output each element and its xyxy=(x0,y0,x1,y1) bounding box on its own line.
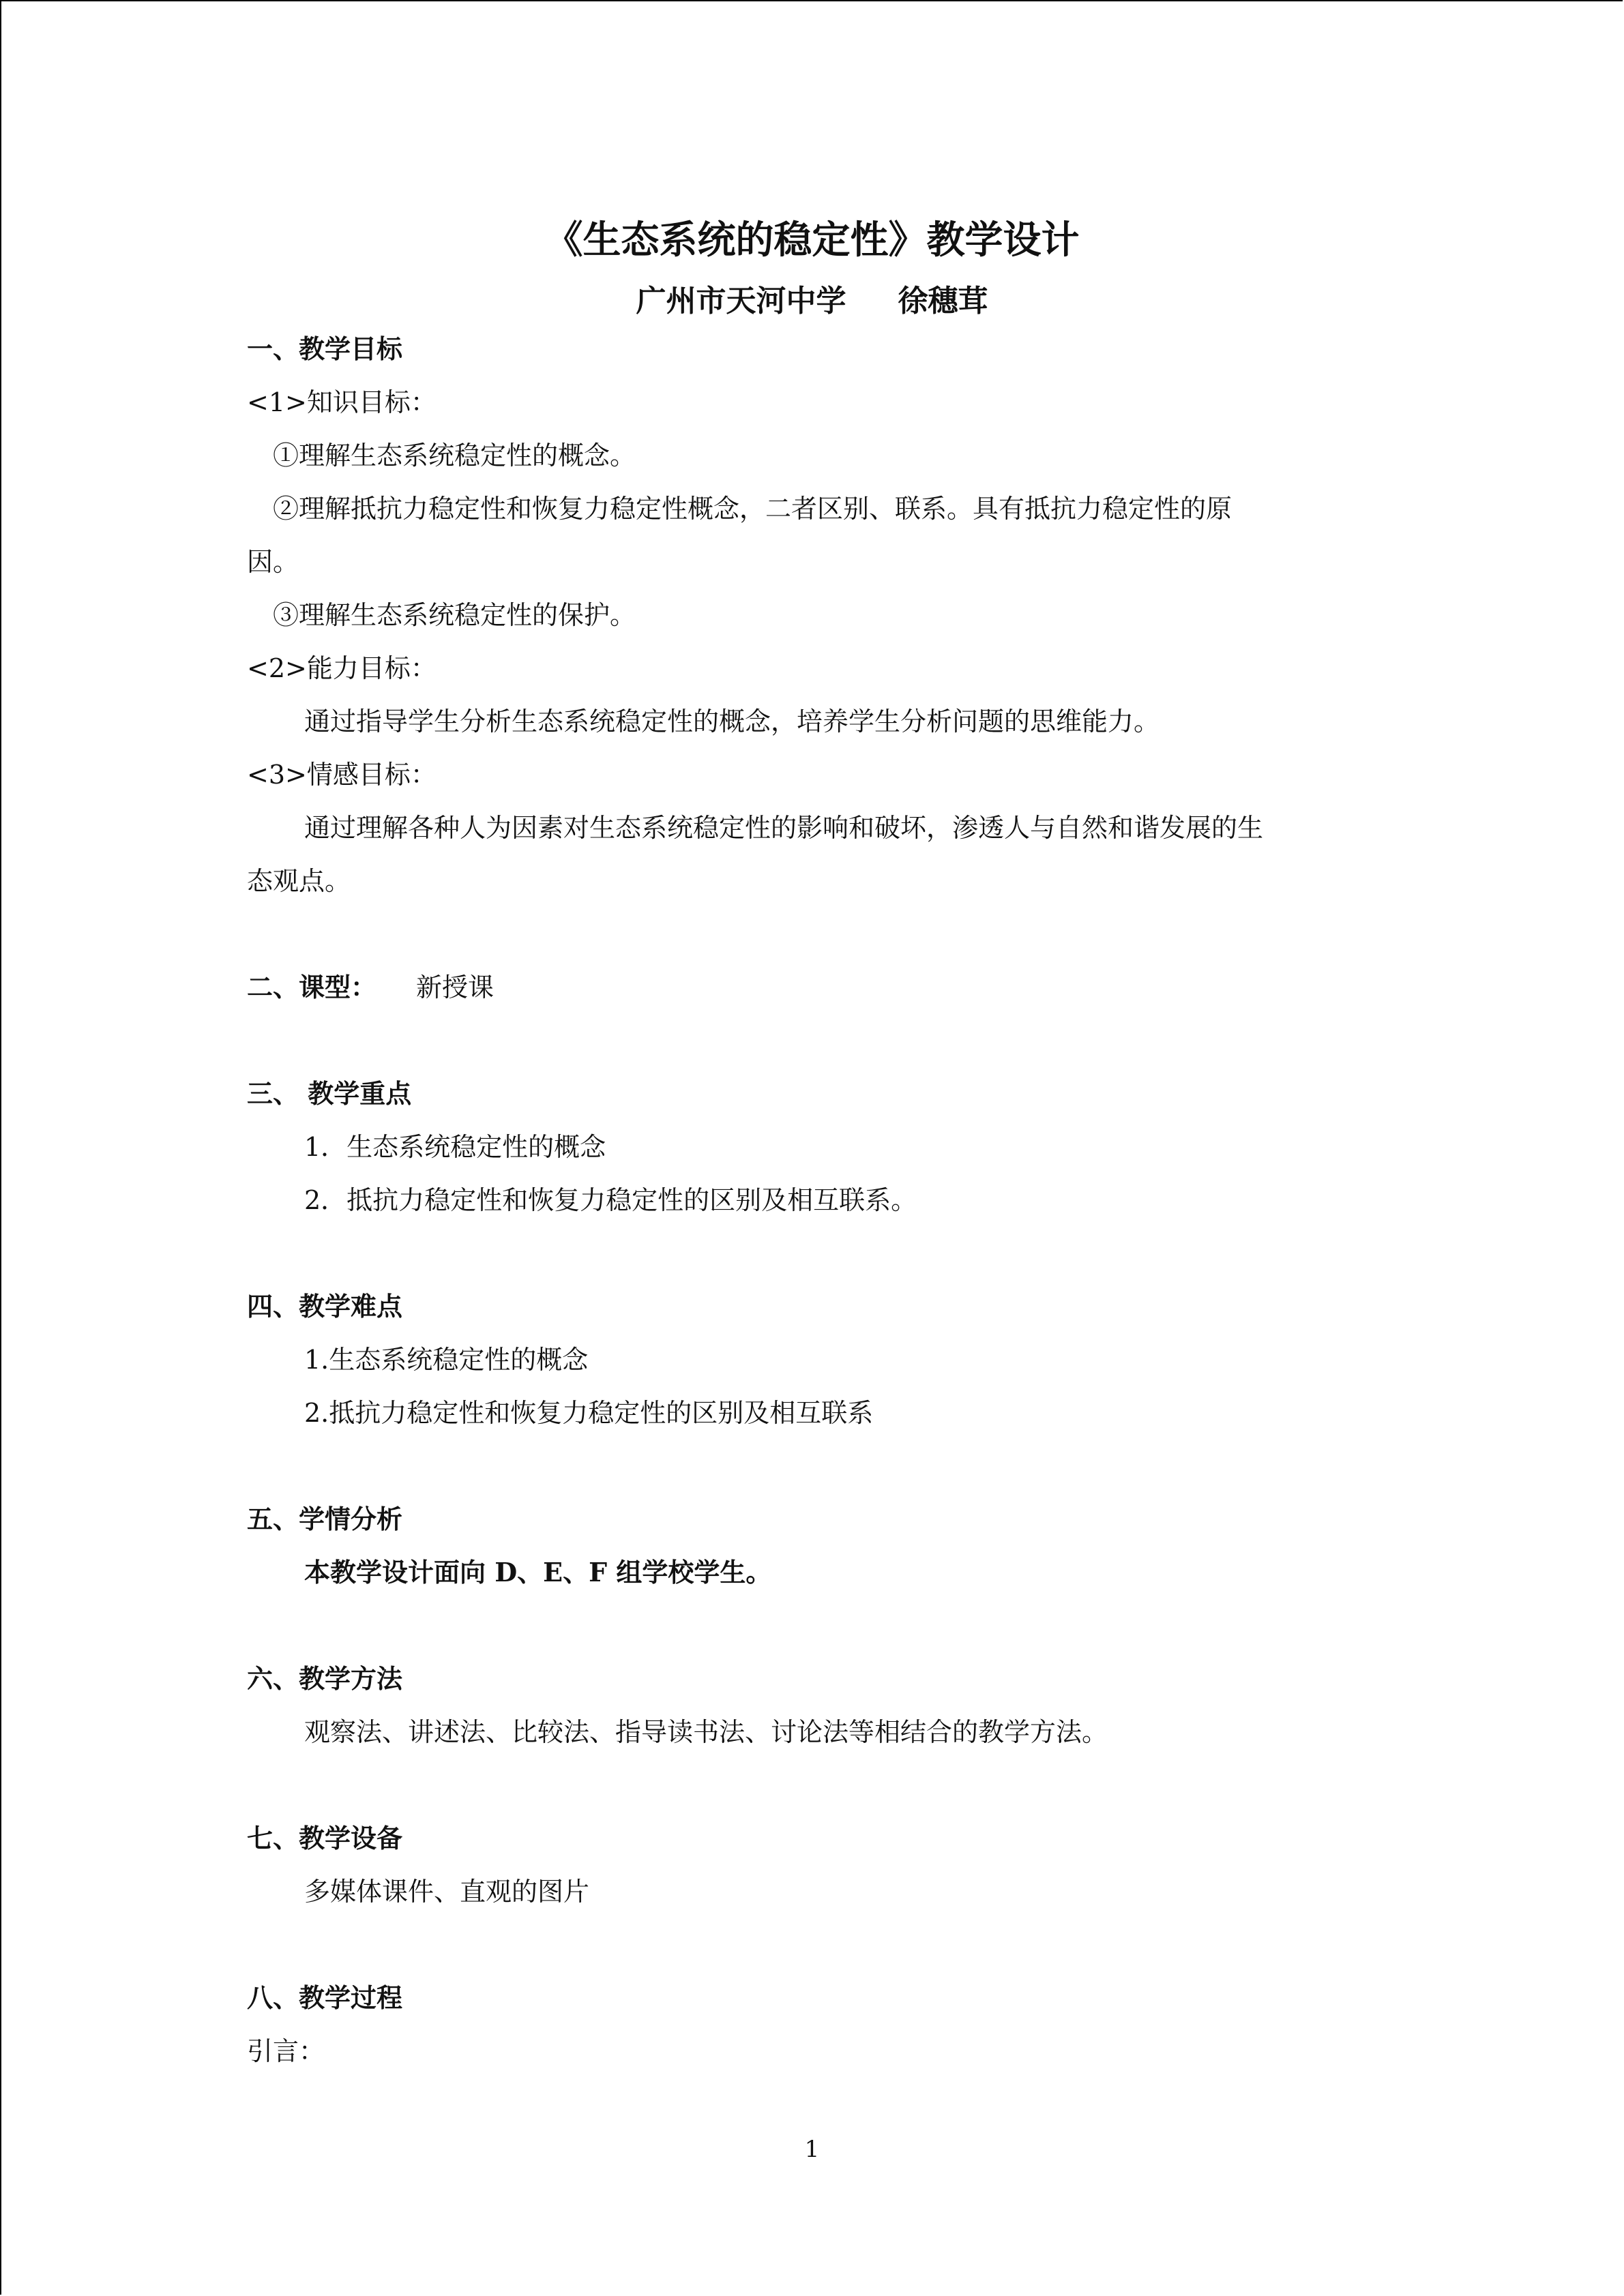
student-analysis-text: 本教学设计面向 D、E、F 组学校学生。 xyxy=(304,1557,772,1587)
section-heading-process: 八、教学过程 xyxy=(247,1982,403,2013)
section-heading-objectives: 一、教学目标 xyxy=(247,333,403,364)
section-heading-student-analysis: 五、学情分析 xyxy=(247,1504,403,1534)
difficulty-1: 1.生态系统稳定性的概念 xyxy=(304,1345,589,1375)
process-intro-label: 引言： xyxy=(247,2036,325,2066)
knowledge-goal-1: ①理解生态系统稳定性的概念。 xyxy=(273,441,636,471)
page-number: 1 xyxy=(804,2136,820,2163)
knowledge-goal-label: <1>知识目标： xyxy=(247,387,437,417)
difficulty-2: 2.抵抗力稳定性和恢复力稳定性的区别及相互联系 xyxy=(304,1398,874,1428)
author-name: 徐穗茸 xyxy=(898,284,988,318)
ability-goal-text: 通过指导学生分析生态系统稳定性的概念，培养学生分析问题的思维能力。 xyxy=(304,706,1160,736)
section-heading-methods: 六、教学方法 xyxy=(247,1663,403,1694)
lesson-type-value: 新授课 xyxy=(416,972,494,1002)
equipment-text: 多媒体课件、直观的图片 xyxy=(304,1877,590,1907)
section-heading-difficulties: 四、教学难点 xyxy=(247,1291,403,1322)
section-heading-key-points: 三、 教学重点 xyxy=(247,1078,412,1109)
key-point-1: 1．生态系统稳定性的概念 xyxy=(304,1132,606,1162)
section-heading-lesson-type: 二、课型： xyxy=(247,972,377,1002)
emotion-goal-line2: 态观点。 xyxy=(247,866,351,896)
section-heading-equipment: 七、教学设备 xyxy=(247,1823,403,1853)
key-point-2: 2．抵抗力稳定性和恢复力稳定性的区别及相互联系。 xyxy=(304,1185,917,1215)
ability-goal-label: <2>能力目标： xyxy=(247,653,437,683)
document-title: 《生态系统的稳定性》教学设计 xyxy=(544,218,1080,263)
knowledge-goal-2-line1: ②理解抵抗力稳定性和恢复力稳定性概念，二者区别、联系。具有抵抗力稳定性的原 xyxy=(273,494,1232,524)
emotion-goal-label: <3>情感目标： xyxy=(247,760,437,790)
author-school: 广州市天河中学 xyxy=(636,284,846,318)
author-line xyxy=(0,278,1624,325)
methods-text: 观察法、讲述法、比较法、指导读书法、讨论法等相结合的教学方法。 xyxy=(304,1717,1108,1747)
knowledge-goal-2-line2: 因。 xyxy=(247,547,299,577)
knowledge-goal-3: ③理解生态系统稳定性的保护。 xyxy=(273,600,636,630)
emotion-goal-line1: 通过理解各种人为因素对生态系统稳定性的影响和破坏，渗透人与自然和谐发展的生 xyxy=(304,813,1264,843)
lesson-type-row xyxy=(247,967,494,1008)
